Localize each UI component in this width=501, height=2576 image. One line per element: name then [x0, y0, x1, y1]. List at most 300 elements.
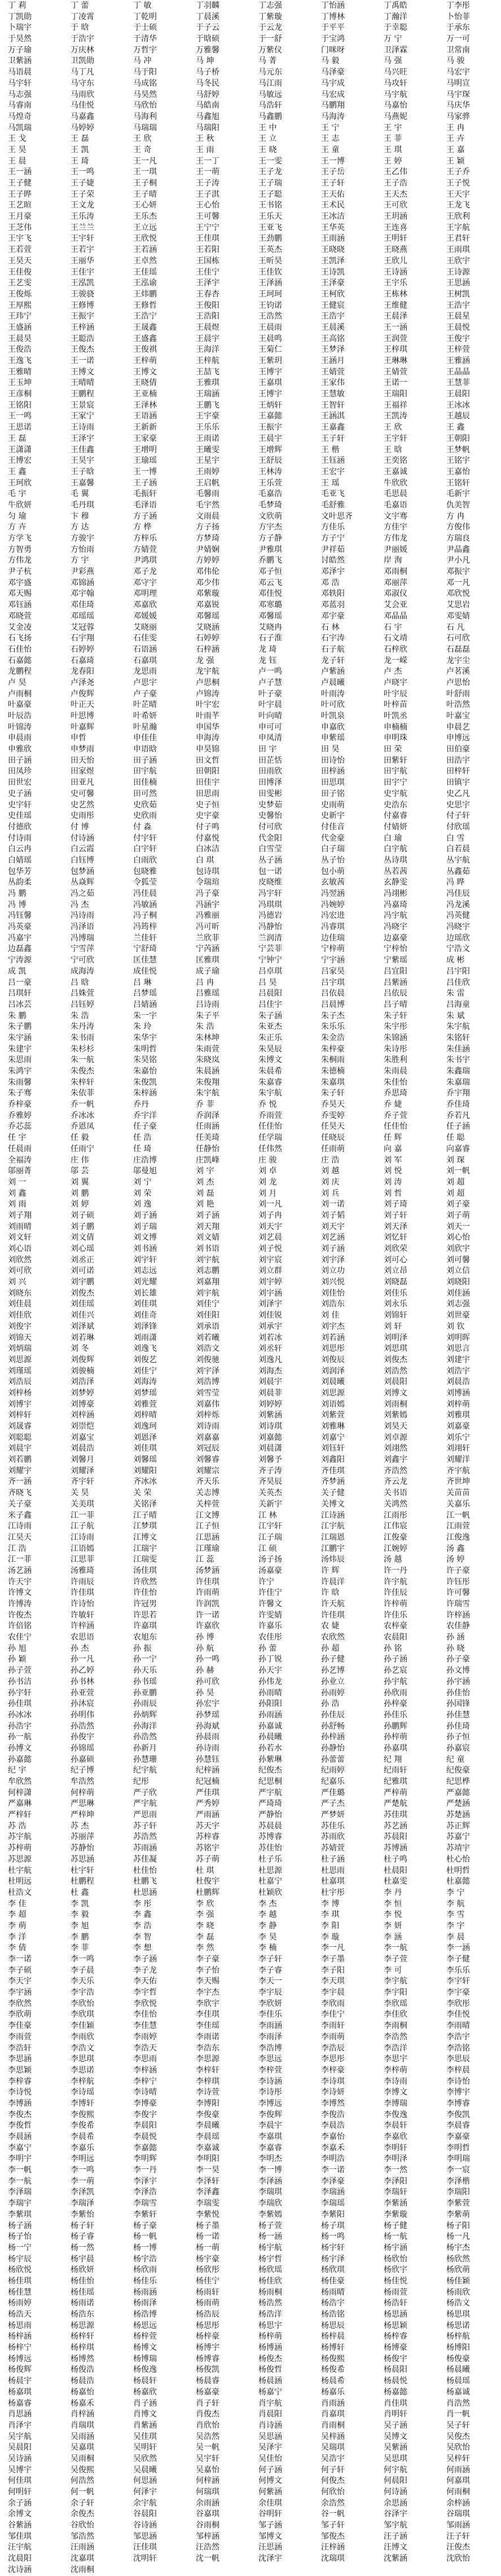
- name-entry: 何博文: [258, 2476, 282, 2486]
- name-entry: 刘 哲: [384, 1188, 402, 1198]
- name-entry: 杨思颖: [384, 2321, 407, 2330]
- name-entry: 肖紫涵: [133, 2420, 157, 2430]
- name-entry: 王家豪: [133, 434, 157, 443]
- name-entry: 王鹏程: [71, 390, 94, 399]
- name-entry: 刘立群: [258, 1266, 282, 1276]
- name-entry: 王俊阳: [196, 301, 219, 310]
- name-entry: 王佳俊: [8, 267, 32, 277]
- name-entry: 李宇轩: [446, 1977, 470, 1986]
- name-entry: 申明珠: [384, 734, 407, 743]
- name-entry: 李梓琪: [196, 2076, 219, 2086]
- name-entry: 田浩宇: [446, 755, 470, 765]
- name-entry: 刘雅琪: [446, 1411, 470, 1420]
- name-entry: 刘博宇: [8, 1399, 32, 1409]
- name-entry: 杨俊凯: [196, 2365, 219, 2375]
- name-entry: 邓雨桐: [384, 567, 407, 577]
- name-entry: 杨雨轩: [196, 2287, 219, 2297]
- name-entry: 王晨溪: [321, 322, 345, 332]
- name-entry: 杨晨瑶: [446, 2376, 470, 2386]
- name-entry: 王晶晶: [446, 367, 470, 377]
- name-entry: 王 志: [321, 134, 340, 144]
- name-entry: 李泽涵: [258, 2176, 282, 2186]
- name-entry: 吕海童: [446, 1000, 470, 1009]
- name-entry: 苏梓睿: [196, 1832, 219, 1842]
- name-entry: 刘翊轩: [446, 1444, 470, 1453]
- name-entry: 马元东: [258, 68, 282, 77]
- name-entry: 刘嘉嘉: [196, 1433, 219, 1442]
- name-entry: 李瑞瑶: [321, 2199, 345, 2208]
- name-entry: 刘鑫宇: [384, 1455, 407, 1465]
- name-entry: 庄 浩: [321, 1155, 340, 1165]
- name-entry: 江 林: [258, 1510, 277, 1520]
- name-entry: 杨晨宇: [8, 2376, 32, 2386]
- name-entry: 王劲鹏: [258, 234, 282, 244]
- name-entry: 白冰洁: [196, 845, 219, 854]
- name-entry: 杨一凡: [446, 2232, 470, 2242]
- name-entry: 杨一萌: [196, 2243, 219, 2252]
- name-entry: 李 恒: [384, 1899, 402, 1908]
- name-entry: 朱 雷: [446, 989, 465, 998]
- name-entry: 冯嘉琦: [384, 900, 407, 909]
- name-entry: 邓天赐: [8, 589, 32, 599]
- name-entry: 刘紫涵: [258, 1411, 282, 1420]
- name-entry: 刘天翔: [196, 1222, 219, 1231]
- name-entry: 朱晨涵: [196, 1067, 219, 1076]
- name-entry: 乔子萱: [384, 1111, 407, 1120]
- name-entry: 王一涵: [384, 322, 407, 332]
- name-entry: 石婷婷: [196, 634, 219, 643]
- name-entry: 王炜鹏: [133, 289, 157, 299]
- name-entry: 李诗晴: [133, 2088, 157, 2097]
- name-entry: 严静怡: [258, 1810, 282, 1820]
- name-entry: 王若阳: [196, 245, 219, 255]
- name-entry: 王一鸣: [71, 167, 94, 177]
- name-entry: 刘 涛: [384, 1177, 402, 1187]
- name-entry: 龙 强: [196, 656, 214, 665]
- name-entry: 李宇哲: [133, 1988, 157, 1998]
- name-entry: 邓伟伦: [196, 567, 219, 577]
- name-entry: 杨浩博: [133, 2310, 157, 2319]
- name-entry: 杨博阳: [446, 2343, 470, 2353]
- name-entry: 田世宏: [8, 778, 32, 788]
- name-entry: 汤 越: [384, 1555, 402, 1565]
- name-entry: 王 颖: [446, 156, 465, 166]
- name-entry: 毛馨雨: [196, 489, 219, 499]
- name-entry: 王泓凯: [71, 279, 94, 288]
- name-entry: 边嘉豪: [384, 933, 407, 943]
- name-entry: 肖嘉琪: [321, 2410, 345, 2419]
- name-entry: 王凯涛: [384, 412, 407, 421]
- name-entry: 叶星瀚: [133, 722, 157, 732]
- name-entry: 李佳悦: [446, 2010, 470, 2020]
- name-entry: 叶可欣: [321, 700, 345, 710]
- name-entry: 王博宏: [8, 456, 32, 466]
- name-entry: 邓馨瑶: [196, 611, 219, 621]
- name-entry: 王乐杰: [133, 212, 157, 222]
- name-entry: 李子萱: [384, 1955, 407, 1964]
- name-entry: 杜 琪: [196, 1866, 214, 1875]
- name-entry: 刘佳锐: [258, 1311, 282, 1320]
- name-entry: 严梓轩: [8, 1810, 32, 1820]
- name-entry: 卢 昊: [8, 678, 27, 687]
- name-entry: 孙业立: [321, 1677, 345, 1686]
- name-entry: 孙雨涵: [258, 1710, 282, 1720]
- name-entry: 刘 卓: [258, 1167, 277, 1176]
- name-entry: 李 浩: [133, 1921, 152, 1930]
- name-entry: 王兰兰: [71, 223, 94, 232]
- name-entry: 刘佳琪: [133, 1444, 157, 1453]
- name-entry: 冯翌涵: [321, 889, 345, 898]
- name-entry: 严雨涵: [196, 1810, 219, 1820]
- name-entry: 朱依菲: [71, 1089, 94, 1098]
- name-entry: 匡佳慧: [133, 956, 157, 965]
- name-entry: 李雨涵: [258, 2021, 282, 2031]
- name-entry: 方佳宇: [384, 523, 407, 532]
- name-entry: 邹子轩: [321, 2521, 345, 2530]
- name-entry: 王龙飞: [446, 201, 470, 210]
- name-entry: 李雨轩: [321, 2021, 345, 2031]
- name-entry: 卢一鸣: [258, 667, 282, 677]
- name-entry: 毛 翼: [71, 489, 89, 499]
- name-entry: 吕 冉: [196, 978, 214, 987]
- name-entry: 王冰冰: [446, 400, 470, 410]
- name-entry: 谷紫涵: [8, 2521, 32, 2530]
- name-entry: 李天宇: [8, 1977, 32, 1986]
- name-entry: 王子晔: [8, 189, 32, 199]
- name-entry: 王亚飞: [258, 223, 282, 232]
- name-entry: 邹梓涵: [196, 2531, 219, 2541]
- name-entry: 沈紫涵: [384, 2554, 407, 2564]
- name-entry: 沈一帆: [196, 2554, 219, 2564]
- name-entry: 肖雨涵: [321, 2398, 345, 2408]
- name-entry: 王 鑫: [8, 467, 27, 476]
- name-entry: 刘心瑶: [71, 1244, 94, 1253]
- name-entry: 杨博睿: [196, 2354, 219, 2363]
- name-entry: 刘海涛: [133, 1377, 157, 1387]
- name-entry: 文宇骞: [384, 511, 407, 521]
- name-entry: 王树凯: [446, 289, 470, 299]
- name-entry: 肖子涵: [133, 2398, 157, 2408]
- name-entry: 刘佳宁: [133, 1366, 157, 1376]
- name-entry: 万一可: [446, 34, 470, 44]
- name-entry: 匡雅琪: [196, 956, 219, 965]
- name-entry: 刘佳兴: [71, 1311, 94, 1320]
- name-entry: 刘俊辰: [321, 1355, 345, 1364]
- name-entry: 汤艺涵: [8, 1566, 32, 1575]
- name-entry: 严秀婷: [196, 1799, 219, 1809]
- name-entry: 王 雨: [196, 145, 214, 154]
- name-entry: 李 悦: [384, 1910, 402, 1920]
- name-entry: 孙可欣: [196, 1677, 219, 1686]
- name-entry: 汪博文: [384, 2543, 407, 2552]
- name-entry: 刘晓磊: [384, 1278, 407, 1287]
- name-entry: 朱鑫瑞: [446, 1067, 470, 1076]
- name-entry: 刘宇杰: [321, 1322, 345, 1331]
- name-entry: 冯泽语: [71, 922, 94, 932]
- name-entry: 李晨涵: [8, 2132, 32, 2141]
- name-entry: 包一诺: [258, 867, 282, 876]
- name-entry: 卢雨桐: [8, 689, 32, 699]
- name-entry: 刘浩东: [321, 1300, 345, 1309]
- name-entry: 江语嫣: [71, 1544, 94, 1553]
- name-entry: 李思辰: [446, 2054, 470, 2064]
- name-entry: 余梓涵: [446, 2498, 470, 2508]
- name-entry: 王瑞阳: [384, 390, 407, 399]
- name-entry: 江文博: [196, 1510, 219, 1520]
- name-entry: 边佳瑞: [321, 933, 345, 943]
- name-entry: 马宇航: [384, 90, 407, 99]
- name-entry: 叶向晴: [258, 712, 282, 721]
- name-entry: 刘宇航: [196, 1288, 219, 1298]
- name-entry: 刘承语: [196, 1322, 219, 1331]
- name-entry: 王嘉琪: [258, 378, 282, 388]
- name-entry: 尹小凡: [446, 556, 470, 565]
- name-entry: 刘 琛: [446, 1155, 465, 1165]
- name-entry: 王亚楠: [133, 390, 157, 399]
- name-entry: 王一萌: [196, 167, 219, 177]
- name-entry: 朱俊凯: [133, 1077, 157, 1087]
- name-entry: 苏丽萍: [71, 1832, 94, 1842]
- name-entry: 刘佳怡: [321, 1288, 345, 1298]
- name-entry: 刘艺涵: [321, 1233, 345, 1243]
- name-entry: 李博涵: [8, 2098, 32, 2108]
- name-entry: 朱昊辰: [258, 1044, 282, 1054]
- name-entry: 孙国锋: [446, 1699, 470, 1709]
- name-entry: 许钰彤: [446, 1577, 470, 1587]
- name-entry: 马嘉怡: [384, 101, 407, 111]
- name-entry: 刘 兵: [321, 1188, 340, 1198]
- name-entry: 叶宇宏: [196, 700, 219, 710]
- name-entry: 吴雨桐: [71, 2454, 94, 2463]
- name-entry: 王逸飞: [8, 356, 32, 365]
- name-entry: 齐宇航: [446, 1466, 470, 1475]
- name-entry: 杨雨萌: [196, 2299, 219, 2308]
- name-entry: 刘嘉翔: [196, 1278, 219, 1287]
- name-entry: 吕佳欣: [446, 978, 470, 987]
- name-entry: 卢思宇: [133, 678, 157, 687]
- name-entry: 李雨婷: [133, 2032, 157, 2042]
- name-entry: 王婧萱: [321, 367, 345, 377]
- name-entry: 王佳瑶: [133, 267, 157, 277]
- name-entry: 任晓辰: [321, 1133, 345, 1143]
- name-entry: 艾晓冉: [258, 622, 282, 632]
- name-entry: 史馨怡: [258, 811, 282, 821]
- name-entry: 朱梓豪: [321, 1044, 345, 1054]
- name-entry: 刘 宁: [133, 1177, 152, 1187]
- name-entry: 江鹏宇: [321, 1544, 345, 1553]
- name-entry: 全福涛: [8, 1155, 32, 1165]
- name-entry: 王子聪: [258, 189, 282, 199]
- name-entry: 刘欣宇: [446, 1244, 470, 1253]
- name-entry: 叶凯丞: [384, 712, 407, 721]
- name-entry: 李博轩: [71, 2098, 94, 2108]
- name-entry: 刘雪莹: [196, 1388, 219, 1398]
- name-entry: 朱俊杰: [71, 1067, 94, 1076]
- name-entry: 牛欣欣: [384, 478, 407, 488]
- name-entry: 邓嘉锐: [196, 600, 219, 610]
- name-entry: 王俊宇: [446, 334, 470, 343]
- name-entry: 杨嘉懿: [384, 2387, 407, 2397]
- name-entry: 何子涵: [258, 2465, 282, 2475]
- name-entry: 刘 逸: [133, 1200, 152, 1209]
- name-entry: 刘可诺: [71, 1266, 94, 1276]
- name-entry: 卜瑞宇: [8, 23, 32, 33]
- name-entry: 吕宜阳: [384, 966, 407, 976]
- name-entry: 方子涵: [133, 511, 157, 521]
- name-entry: 王晨雨: [258, 322, 282, 332]
- name-entry: 杨晨希: [321, 2376, 345, 2386]
- name-entry: 王子晗: [71, 467, 94, 476]
- name-entry: 纪梓涵: [196, 1766, 219, 1775]
- name-entry: 孙宇涵: [446, 1677, 470, 1686]
- name-entry: 杨雨萱: [384, 2287, 407, 2297]
- name-entry: 毛思晨: [384, 489, 407, 499]
- name-entry: 肖一帆: [446, 2410, 470, 2419]
- name-entry: 乔冰冰: [71, 1111, 94, 1120]
- name-entry: 刘梦婷: [71, 1388, 94, 1398]
- name-entry: 李宇阳: [384, 1988, 407, 1998]
- name-entry: 兰润清: [258, 933, 282, 943]
- name-entry: 杨嘉欣: [133, 2387, 157, 2397]
- name-entry: 王艺雯: [8, 279, 32, 288]
- name-entry: 叶宇辰: [384, 689, 407, 699]
- name-entry: 李嘉诚: [196, 2143, 219, 2153]
- name-entry: 刘思琪: [384, 1344, 407, 1354]
- name-entry: 马 强: [384, 56, 402, 66]
- name-entry: 孙子豪: [446, 1655, 470, 1664]
- name-entry: 付子轩: [446, 811, 470, 821]
- name-entry: 马鑫鹏: [258, 112, 282, 121]
- name-entry: 丁怡涵: [321, 1, 345, 10]
- name-entry: 杨一涵: [258, 2232, 282, 2242]
- name-entry: 刘思言: [446, 1344, 470, 1354]
- name-entry: 刘钰轩: [321, 1444, 345, 1453]
- name-entry: 孙佳怡: [446, 1688, 470, 1698]
- name-entry: 苏博睿: [258, 1832, 282, 1842]
- name-entry: 任伟然: [258, 1144, 282, 1154]
- name-entry: 马 骏: [446, 56, 465, 66]
- name-entry: 王嘉鑫: [321, 423, 345, 432]
- name-entry: 苏子轩: [133, 1821, 157, 1831]
- name-entry: 刘文婧: [196, 1233, 219, 1243]
- name-entry: 马鑫旭: [196, 112, 219, 121]
- name-entry: 王玮宁: [8, 312, 32, 321]
- name-entry: 李梓涵: [133, 2065, 157, 2075]
- name-entry: 吕依晨: [321, 989, 345, 998]
- name-entry: 岸 洵: [384, 556, 402, 565]
- name-entry: 任晨雨: [8, 1144, 32, 1154]
- name-entry: 孙书瑶: [133, 1677, 157, 1686]
- name-entry: 王俊杰: [71, 345, 94, 355]
- name-entry: 田可然: [133, 789, 157, 798]
- name-entry: 杨佳豪: [321, 2276, 345, 2286]
- name-entry: 乔丹: [133, 1100, 149, 1110]
- name-entry: 李 菲: [71, 1943, 89, 1953]
- name-entry: 严梦妍: [321, 1810, 345, 1820]
- name-entry: 朱一航: [71, 1055, 94, 1065]
- name-entry: 杨雨诺: [71, 2299, 94, 2308]
- name-entry: 刘炳瑞: [8, 1344, 32, 1354]
- name-entry: 许瑞雪: [446, 1599, 470, 1609]
- name-entry: 于平平: [321, 23, 345, 33]
- name-entry: 王梦帆: [446, 445, 470, 454]
- name-entry: 王 瑶: [321, 478, 340, 488]
- name-entry: 史浩东: [384, 800, 407, 810]
- name-entry: 王月豪: [8, 212, 32, 222]
- name-entry: 李 倩: [8, 1943, 27, 1953]
- name-entry: 刘馨睿: [196, 1455, 219, 1465]
- name-entry: 李嘉宁: [8, 2143, 32, 2153]
- name-entry: 孙梓涵: [321, 1733, 345, 1742]
- name-entry: 朱子涵: [258, 1011, 282, 1020]
- name-entry: 刘雨潇: [133, 1333, 157, 1342]
- name-entry: 许馨文: [258, 1599, 282, 1609]
- name-entry: 李泽轩: [196, 2176, 219, 2186]
- name-entry: 王一涵: [8, 167, 32, 177]
- name-entry: 杨欣宇: [384, 2265, 407, 2275]
- name-entry: 尹子杭: [8, 567, 32, 577]
- name-entry: 刘志远: [133, 1266, 157, 1276]
- name-entry: 李 彤: [133, 1899, 152, 1908]
- name-entry: 孙艺宸: [384, 1666, 407, 1676]
- name-entry: 申雅欣: [8, 745, 32, 754]
- name-entry: 孙伟龙: [258, 1677, 282, 1686]
- name-entry: 孙海斌: [196, 1721, 219, 1731]
- name-entry: 李嘉豪: [446, 2132, 470, 2141]
- name-entry: 冯 晔: [446, 878, 465, 887]
- name-entry: 孙博文: [8, 1743, 32, 1753]
- name-entry: 农旭东: [133, 1633, 157, 1642]
- name-entry: 江宇轩: [258, 1522, 282, 1531]
- name-entry: 纪彤: [133, 1777, 149, 1786]
- name-entry: 王凯泽: [321, 256, 345, 266]
- name-entry: 刘翊然: [384, 1444, 407, 1453]
- name-entry: 于幸聪: [384, 23, 407, 33]
- name-entry: 杨俊希: [321, 2365, 345, 2375]
- name-entry: 吴浩宇: [321, 2454, 345, 2463]
- name-entry: 李俊凯: [446, 2110, 470, 2119]
- name-entry: 朱德楠: [321, 1067, 345, 1076]
- name-entry: 刘嘉宁: [321, 1433, 345, 1442]
- name-entry: 孙雨晴: [258, 1688, 282, 1698]
- name-entry: 刘 悦: [384, 1167, 402, 1176]
- name-entry: 刘可馨: [446, 1255, 470, 1265]
- name-entry: 李浩宇: [446, 2032, 470, 2042]
- name-entry: 杜晨阳: [384, 1866, 407, 1875]
- name-entry: 李嘉欣: [384, 2132, 407, 2141]
- name-entry: 王乐乐: [196, 423, 219, 432]
- name-entry: 王增辉: [258, 445, 282, 454]
- name-entry: 李宇杰: [196, 1988, 219, 1998]
- name-entry: 任雨涵: [196, 1122, 219, 1132]
- name-entry: 杨欣悦: [8, 2265, 32, 2275]
- name-entry: 杨嘉宁: [258, 2387, 282, 2397]
- name-entry: 朱子鹏: [8, 1022, 32, 1032]
- name-entry: 孙 旭: [8, 1643, 27, 1653]
- name-entry: 孙雨婷: [321, 1688, 345, 1698]
- name-entry: 刘晟睿: [8, 1422, 32, 1431]
- name-entry: 李浩天: [133, 2043, 157, 2053]
- name-entry: 王俊浩: [8, 345, 32, 355]
- name-entry: 万雅馨: [196, 45, 219, 55]
- name-entry: 史梦茹: [258, 800, 282, 810]
- name-entry: 刘立功: [321, 1266, 345, 1276]
- name-entry: 申海涛: [196, 734, 219, 743]
- name-entry: 农佳宁: [8, 1633, 32, 1642]
- name-entry: 许佳琪: [321, 1610, 345, 1620]
- name-entry: 严琦琦: [258, 1799, 282, 1809]
- name-entry: 李 阳: [321, 1921, 340, 1930]
